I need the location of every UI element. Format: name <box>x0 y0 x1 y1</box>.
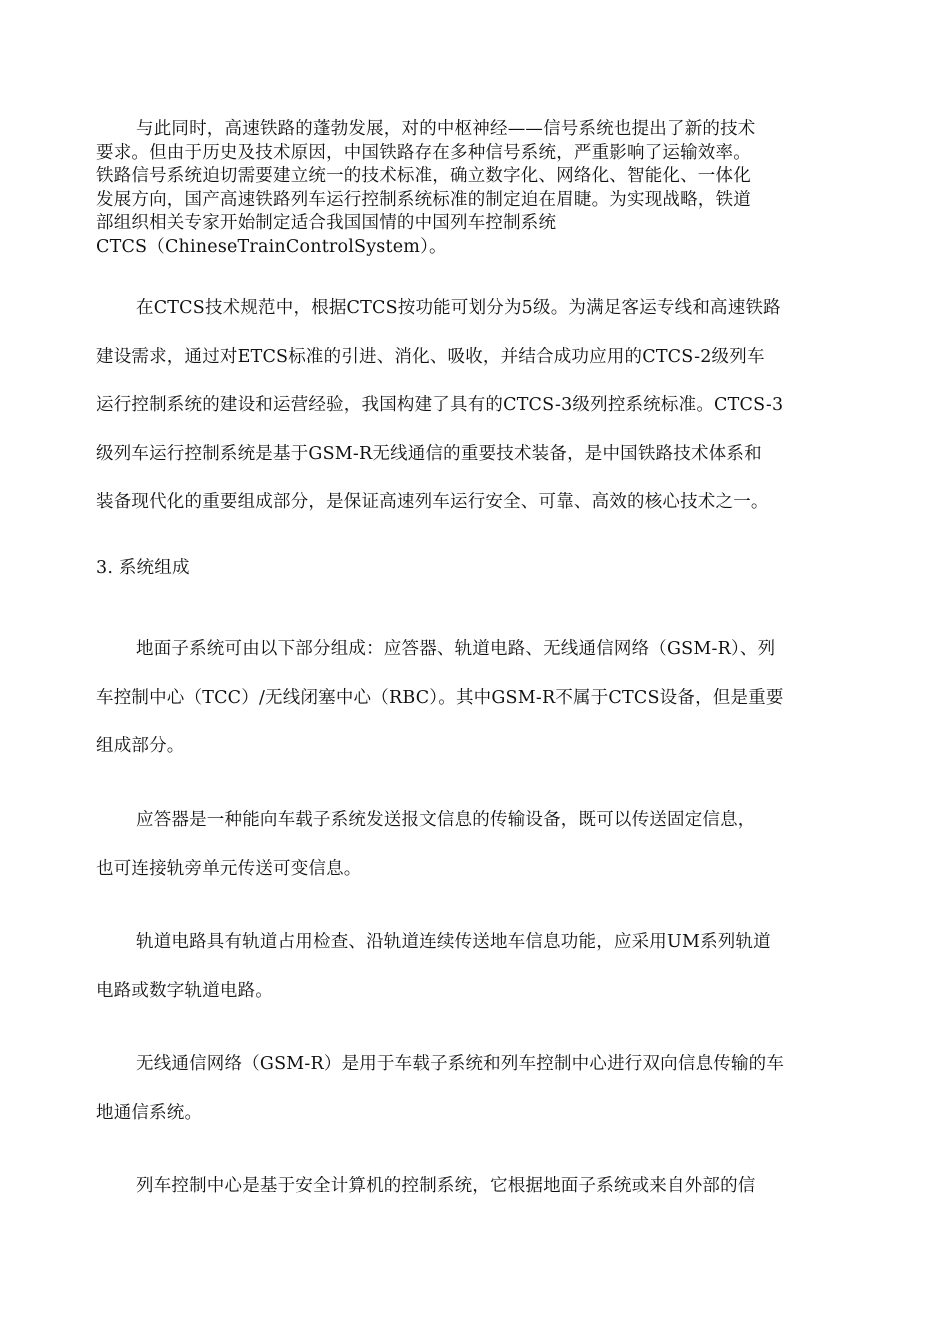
paragraph-line: 车控制中心（TCC）/无线闭塞中心（RBC）。其中GSM-R不属于CTCS设备，但是重要 <box>96 687 784 708</box>
paragraph-line: 铁路信号系统迫切需要建立统一的技术标准，确立数字化、网络化、智能化、一体化 <box>96 166 751 186</box>
paragraph-line: 部组织相关专家开始制定适合我国国情的中国列车控制系统 <box>96 213 557 233</box>
paragraph-intro <box>96 118 756 259</box>
paragraph-line: 建设需求，通过对ETCS标准的引进、消化、吸收，并结合成功应用的CTCS-2级列车 <box>96 346 765 367</box>
paragraph-line: 列车控制中心是基于安全计算机的控制系统，它根据地面子系统或来自外部的信 <box>136 1176 756 1196</box>
paragraph-track-circuit <box>96 918 771 1015</box>
paragraph-line: 级列车运行控制系统是基于GSM-R无线通信的重要技术装备，是中国铁路技术体系和 <box>96 443 762 464</box>
paragraph-line: 发展方向，国产高速铁路列车运行控制系统标准的制定迫在眉睫。为实现战略，铁道 <box>96 189 751 210</box>
paragraph-line: 装备现代化的重要组成部分，是保证高速列车运行安全、可靠、高效的核心技术之一。 <box>96 492 769 512</box>
paragraph-ctcs-levels <box>96 284 783 527</box>
paragraph-line: 轨道电路具有轨道占用检查、沿轨道连续传送地车信息功能，应采用UM系列轨道 <box>136 932 771 952</box>
paragraph-line: 运行控制系统的建设和运营经验，我国构建了具有的CTCS-3级列控系统标准。CTCS-3 <box>96 395 784 415</box>
paragraph-line: 要求。但由于历史及技术原因，中国铁路存在多种信号系统，严重影响了运输效率。 <box>96 142 751 163</box>
paragraph-train-control-center <box>96 1162 756 1211</box>
paragraph-line: 电路或数字轨道电路。 <box>96 980 273 1001</box>
section-heading: 3. 系统组成 <box>96 558 190 578</box>
paragraph-ground-subsystem <box>96 625 784 771</box>
paragraph-line: 应答器是一种能向车载子系统发送报文信息的传输设备，既可以传送固定信息， <box>136 810 756 830</box>
paragraph-line: 也可连接轨旁单元传送可变信息。 <box>96 858 362 879</box>
paragraph-line: 组成部分。 <box>96 736 185 756</box>
paragraph-balise <box>96 796 756 893</box>
paragraph-line: 无线通信网络（GSM-R）是用于车载子系统和列车控制中心进行双向信息传输的车 <box>136 1054 785 1074</box>
paragraph-line: 在CTCS技术规范中，根据CTCS按功能可划分为5级。为满足客运专线和高速铁路 <box>136 298 781 318</box>
paragraph-line: 与此同时，高速铁路的蓬勃发展，对的中枢神经——信号系统也提出了新的技术 <box>136 119 756 139</box>
paragraph-line: 地面子系统可由以下部分组成：应答器、轨道电路、无线通信网络（GSM-R）、列 <box>136 639 776 659</box>
paragraph-line: 地通信系统。 <box>96 1102 203 1123</box>
paragraph-line: CTCS（ChineseTrainControlSystem）。 <box>96 236 447 257</box>
paragraph-gsm-r <box>96 1040 784 1137</box>
